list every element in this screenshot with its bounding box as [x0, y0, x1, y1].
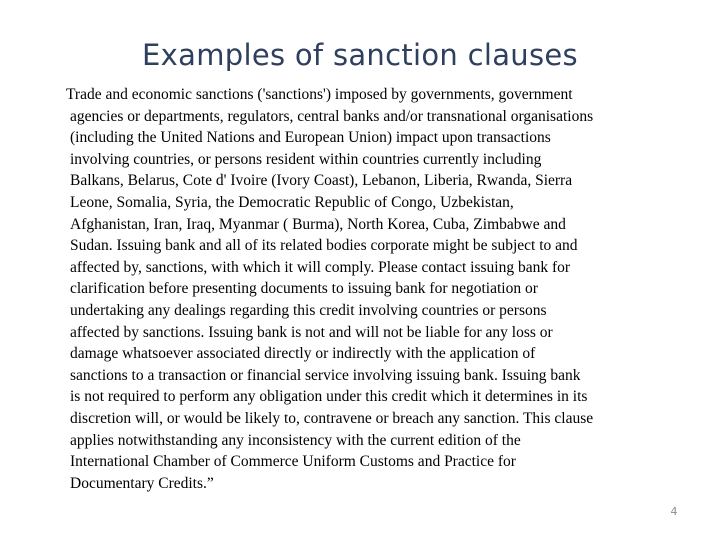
clause-line: Trade and economic sanctions ('sanctions') imposed by governments, government: [66, 86, 573, 103]
clause-line: Afghanistan, Iran, Iraq, Myanmar ( Burma), North Korea, Cuba, Zimbabwe and: [70, 215, 566, 233]
slide-title: Examples of sanction clauses: [142, 38, 578, 72]
clause-line: International Chamber of Commerce Uniform Customs and Practice for: [70, 453, 516, 471]
clause-line: Balkans, Belarus, Cote d' Ivoire (Ivory Coast), Lebanon, Liberia, Rwanda, Sierra: [70, 172, 573, 190]
page-number: 4: [670, 505, 678, 518]
clause-line: Leone, Somalia, Syria, the Democratic Republic of Congo, Uzbekistan,: [70, 193, 514, 211]
clause-line: Sudan. Issuing bank and all of its related bodies corporate might be subject to and: [70, 237, 578, 255]
clause-line: applies notwithstanding any inconsistency with the current edition of the: [70, 431, 521, 449]
clause-line: is not required to perform any obligation under this credit which it determines in its: [70, 388, 588, 406]
clause-line: (including the United Nations and European Union) impact upon transactions: [70, 129, 551, 147]
clause-line: Documentary Credits.”: [70, 474, 214, 492]
clause-line: clarification before presenting documents to issuing bank for negotiation or: [70, 280, 538, 298]
clause-line: undertaking any dealings regarding this credit involving countries or persons: [70, 301, 547, 319]
clause-line: discretion will, or would be likely to, contravene or breach any sanction. This clause: [70, 409, 594, 427]
clause-line: involving countries, or persons resident within countries currently including: [70, 150, 542, 168]
clause-line: affected by, sanctions, with which it will comply. Please contact issuing bank for: [70, 258, 571, 276]
clause-line: agencies or departments, regulators, central banks and/or transnational organisations: [70, 107, 594, 125]
clause-text: [66, 84, 680, 494]
clause-line: sanctions to a transaction or financial service involving issuing bank. Issuing bank: [70, 366, 581, 384]
clause-line: damage whatsoever associated directly or indirectly with the application of: [70, 345, 536, 363]
clause-line: affected by sanctions. Issuing bank is not and will not be liable for any loss or: [70, 323, 553, 341]
